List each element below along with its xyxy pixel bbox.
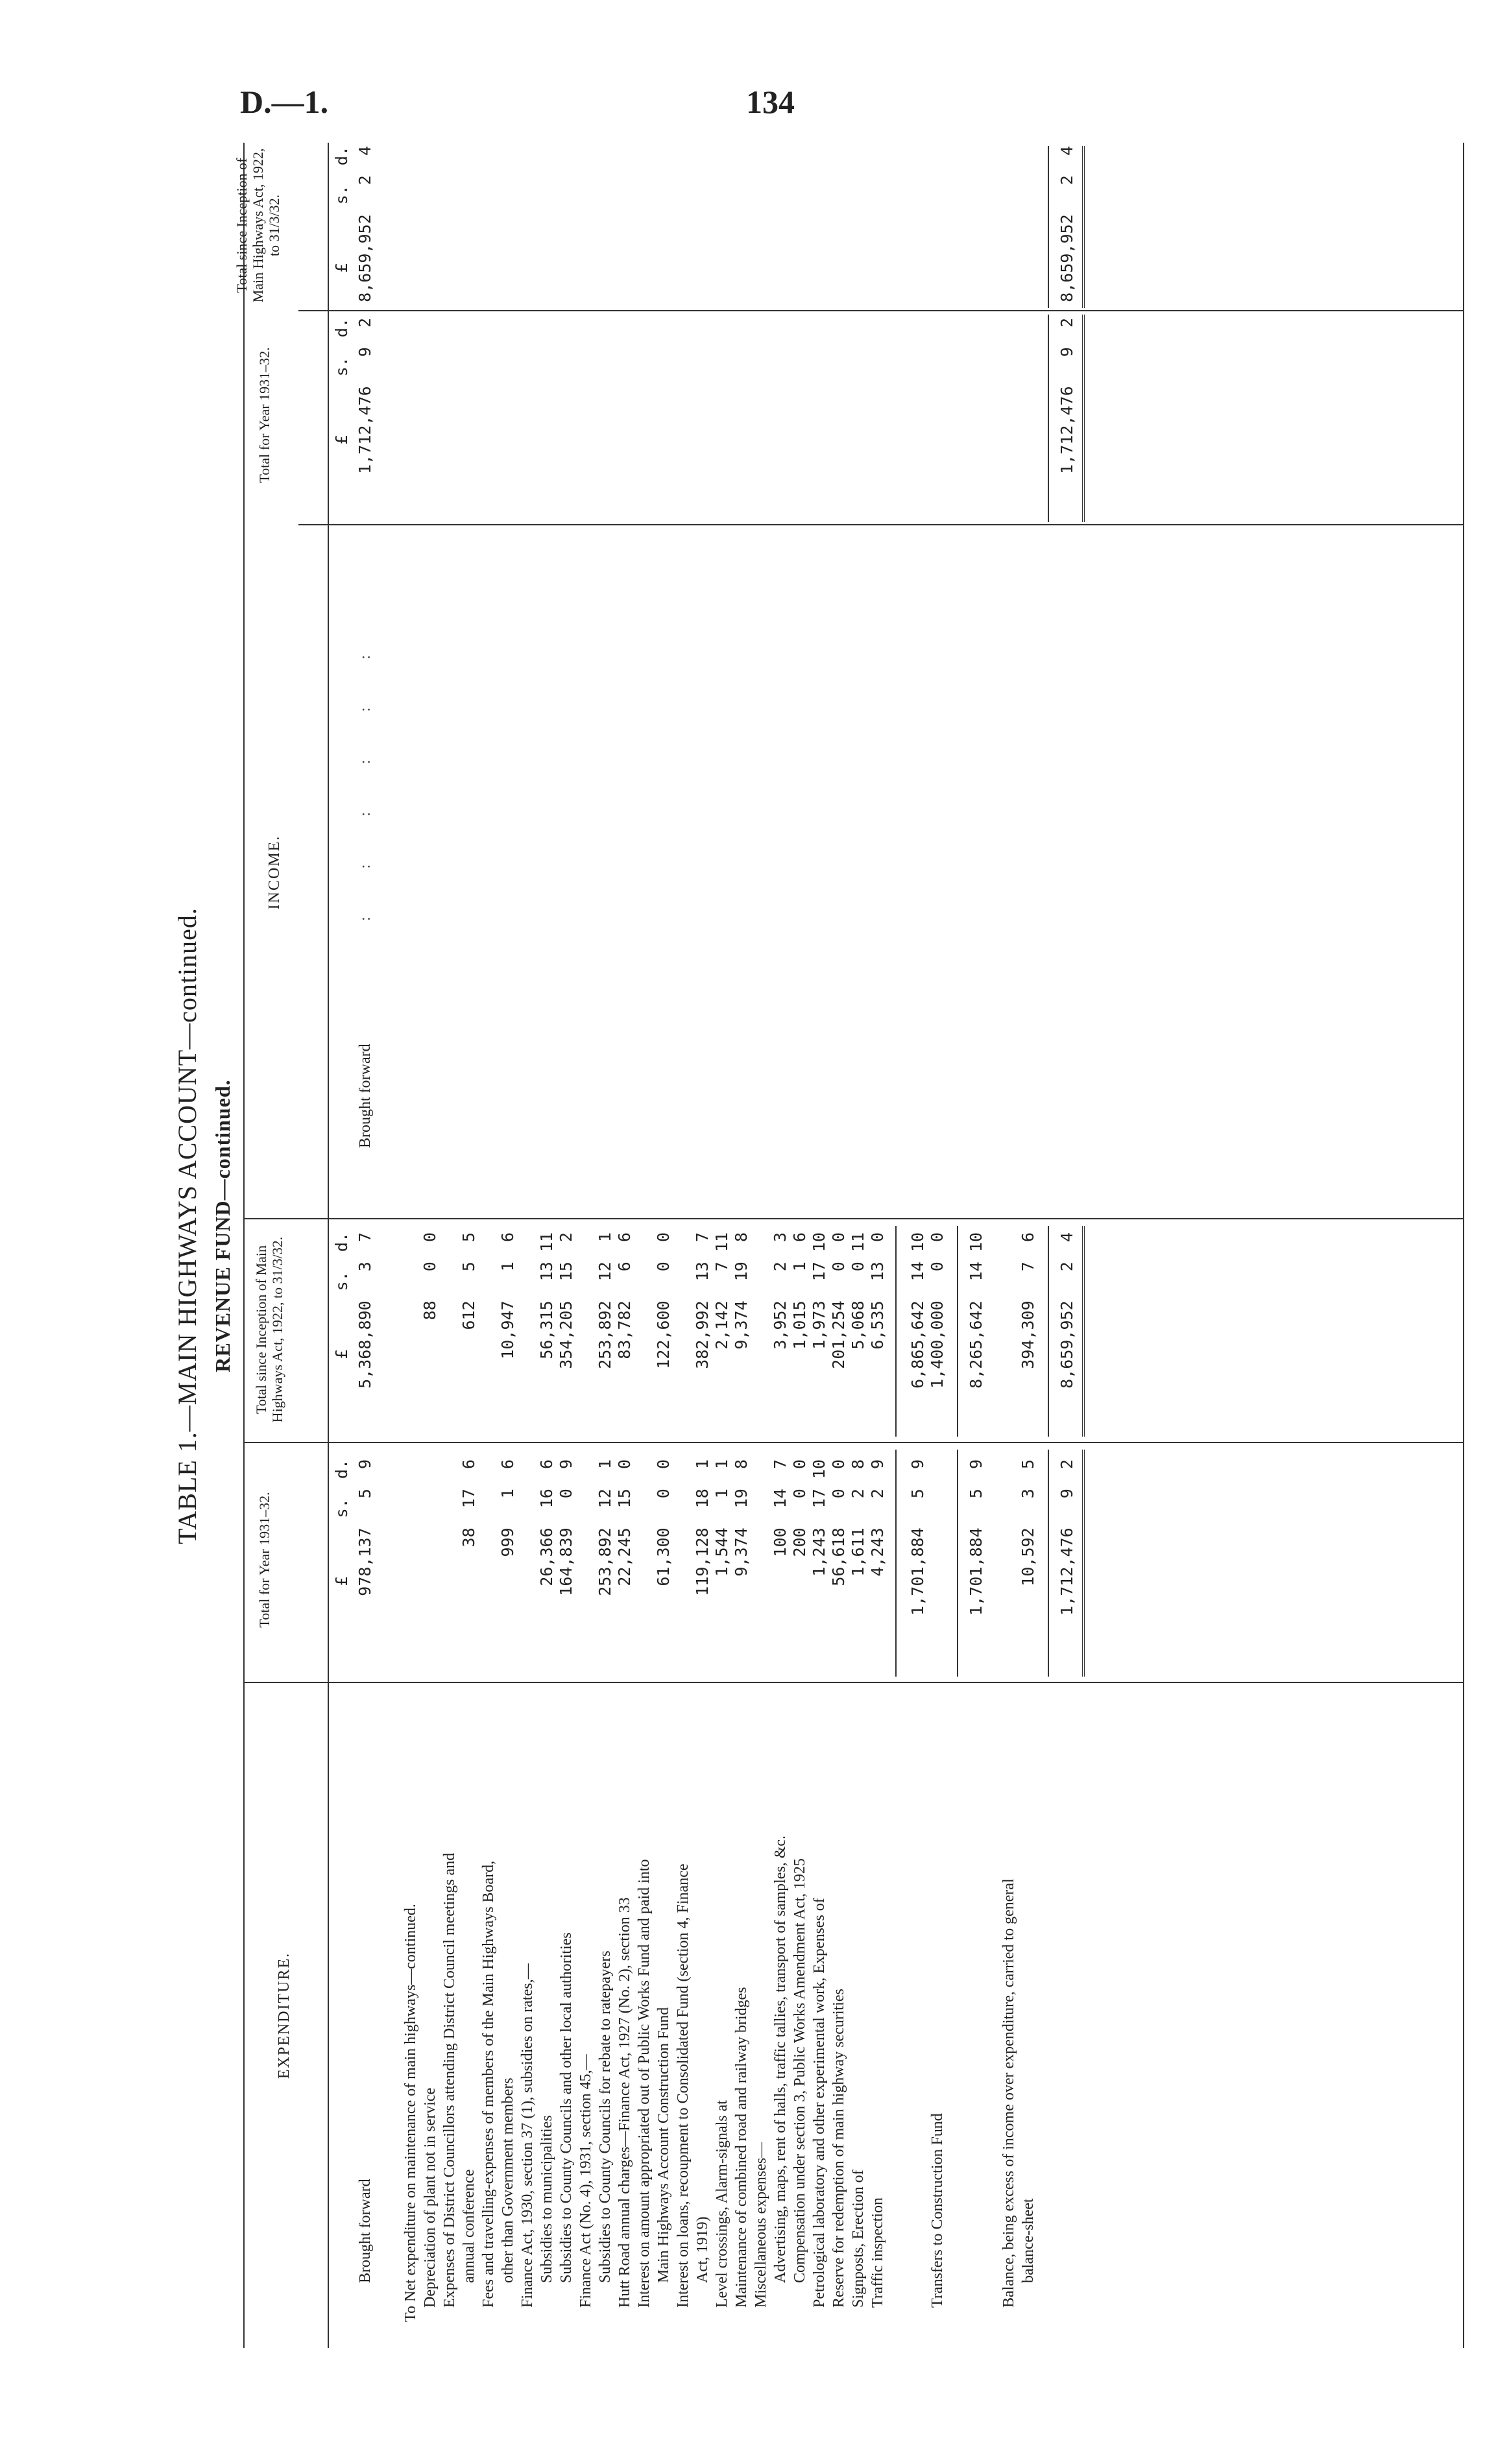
subtotal-year-amount: 1,701,884 5 9 (908, 1459, 927, 1616)
income-grand-total-amount: 8,659,952 2 4 (1057, 146, 1076, 302)
expenditure-grand-total-amount: 8,659,952 2 4 (1057, 1232, 1076, 1389)
row-total-amount: 5,368,890 3 7 (356, 1232, 374, 1389)
row-label: Fees and travelling-expenses of members of the Main Highways Board, (480, 1860, 497, 2308)
row-label: Brought forward (357, 2179, 374, 2283)
row-label: Main Highways Account Construction Fund (655, 2007, 672, 2283)
row-label: Traffic inspection (869, 2197, 886, 2308)
row-year-amount: 164,839 0 9 (557, 1459, 575, 1596)
row-total-amount: 83,782 6 6 (615, 1232, 634, 1359)
expenditure-grand-year-amount: 1,712,476 9 2 (1057, 1459, 1076, 1616)
row-label: Finance Act (No. 4), 1931, section 45,— (577, 2054, 594, 2308)
income-heading: INCOME. (266, 835, 283, 910)
row-year-amount: 38 17 6 (459, 1459, 478, 1548)
subtotal-total-amount: 6,865,642 14 10 (908, 1232, 927, 1389)
second-subtotal-total-amount: 8,265,642 14 10 (967, 1232, 985, 1389)
row-label: Subsidies to County Councils and other local authorities (558, 1932, 575, 2283)
row-total-amount: 2,142 7 11 (712, 1232, 731, 1350)
row-label: Subsidies to municipalities (538, 2115, 555, 2283)
row-total-amount: 1,015 1 6 (790, 1232, 809, 1350)
row-label: annual conference (461, 2169, 477, 2283)
row-total-amount: 122,600 0 0 (654, 1232, 673, 1369)
row-label: Petrological laboratory and other experimental work, Expenses of (811, 1898, 828, 2308)
income-year-column-header: Total for Year 1931–32. (256, 347, 272, 483)
row-total-amount: 88 0 0 (420, 1232, 439, 1321)
row-year-amount: 999 1 6 (498, 1459, 517, 1557)
row-label: Signposts, Erection of (850, 2170, 867, 2308)
row-year-amount: 1,243 17 10 (810, 1459, 828, 1577)
expenditure-heading: EXPENDITURE. (276, 1952, 293, 2079)
row-total-amount: 1,973 17 10 (810, 1232, 828, 1350)
page-number: 134 (746, 84, 795, 120)
rotated-table-sheet (162, 143, 1509, 2348)
row-year-amount: 22,245 15 0 (615, 1459, 634, 1586)
row-year-amount: 1,544 1 1 (712, 1459, 731, 1577)
row-label: Act, 1919) (694, 2216, 711, 2283)
income-brought-forward-label: Brought forward (357, 1044, 374, 1148)
row-total-amount: 56,315 13 11 (537, 1232, 556, 1359)
row-label: Reserve for redemption of main highway securities (830, 1989, 847, 2308)
row-total-amount: 10,947 1 6 (498, 1232, 517, 1359)
row-total-amount: 5,068 0 11 (849, 1232, 867, 1350)
row-total-amount: 201,254 0 0 (829, 1232, 848, 1369)
income-grand-year-amount: 1,712,476 9 2 (1057, 318, 1076, 474)
row-year-amount: 4,243 2 9 (868, 1459, 887, 1577)
row-total-amount: 354,205 15 2 (557, 1232, 575, 1369)
table-title: TABLE 1.—MAIN HIGHWAYS ACCOUNT—continued. (173, 907, 202, 1544)
document-code: D.—1. (240, 84, 329, 120)
table-subtitle: REVENUE FUND—continued. (211, 1079, 234, 1372)
row-total-amount: 6,535 13 0 (868, 1232, 887, 1350)
row-label: Miscellaneous expenses— (753, 2142, 769, 2308)
row-label: Maintenance of combined road and railway bridges (733, 1987, 750, 2308)
expenditure-year-column-header: Total for Year 1931–32. (256, 1492, 272, 1628)
row-label: Interest on loans, recoupment to Consolidated Fund (section 4, Finance (675, 1863, 692, 2308)
balance-label-line-2: balance-sheet (1020, 2198, 1037, 2283)
row-year-amount: 56,618 0 0 (829, 1459, 848, 1586)
row-label: Compensation under section 3, Public Works Amendment Act, 1925 (791, 1858, 808, 2283)
expenditure-total-column-header: Total since Inception of Main Highways Act, 1922, to 31/3/32. (253, 1236, 285, 1423)
row-label: Hutt Road annual charges—Finance Act, 1927 (No. 2), section 33 (616, 1897, 633, 2308)
expenditure-year-units: £ s. d. (332, 1459, 351, 1586)
row-year-amount: 200 0 0 (790, 1459, 809, 1557)
row-total-amount: 3,952 2 3 (771, 1232, 790, 1350)
row-year-amount: 26,366 16 6 (537, 1459, 556, 1586)
row-total-amount: 612 5 5 (459, 1232, 478, 1330)
row-label: Advertising, maps, rent of halls, traffic tallies, transport of samples, &c. (772, 1835, 789, 2283)
income-brought-forward-total-amount: 8,659,952 2 4 (356, 146, 374, 302)
expenditure-total-units: £ s. d. (332, 1232, 351, 1359)
second-subtotal-year-amount: 1,701,884 5 9 (967, 1459, 985, 1616)
row-year-amount: 978,137 5 9 (356, 1459, 374, 1596)
row-label: Finance Act, 1930, section 37 (1), subsidies on rates,— (519, 1963, 536, 2308)
row-year-amount: 100 14 7 (771, 1459, 790, 1557)
row-total-amount: 253,892 12 1 (596, 1232, 614, 1369)
row-year-amount: 9,374 19 8 (732, 1459, 751, 1577)
row-year-amount: 119,128 18 1 (693, 1459, 712, 1596)
transfers-total-amount: 1,400,000 0 0 (928, 1232, 947, 1389)
row-label: Subsidies to County Councils for rebate to ratepayers (597, 1950, 614, 2283)
row-total-amount: 9,374 19 8 (732, 1232, 751, 1350)
income-total-column-header: Total since Inception of Main Highways Act, 1922, to 31/3/32. (234, 148, 282, 303)
balance-label-line-1: Balance, being excess of income over expenditure, carried to general (1000, 1878, 1017, 2308)
income-total-units: £ s. d. (332, 146, 351, 273)
row-year-amount: 253,892 12 1 (596, 1459, 614, 1596)
row-year-amount: 61,300 0 0 (654, 1459, 673, 1586)
leader-dots: : : : : : : (357, 645, 374, 921)
row-label: Depreciation of plant not in service (422, 2087, 439, 2308)
row-year-amount: 1,611 2 8 (849, 1459, 867, 1577)
income-year-units: £ s. d. (332, 318, 351, 445)
row-label: other than Government members (500, 2077, 516, 2283)
row-total-amount: 382,992 13 7 (693, 1232, 712, 1369)
row-label: Level crossings, Alarm-signals at (714, 2100, 730, 2308)
row-label: Interest on amount appropriated out of Public Works Fund and paid into (636, 1859, 653, 2308)
row-label: Expenses of District Councillors attending District Council meetings and (441, 1852, 458, 2308)
row-label: To Net expenditure on maintenance of main highways—continued. (402, 1904, 419, 2322)
transfers-label: Transfers to Construction Fund (929, 2113, 946, 2308)
balance-year-amount: 10,592 3 5 (1019, 1459, 1037, 1586)
income-brought-forward-year-amount: 1,712,476 9 2 (356, 318, 374, 474)
balance-total-amount: 394,309 7 6 (1019, 1232, 1037, 1369)
